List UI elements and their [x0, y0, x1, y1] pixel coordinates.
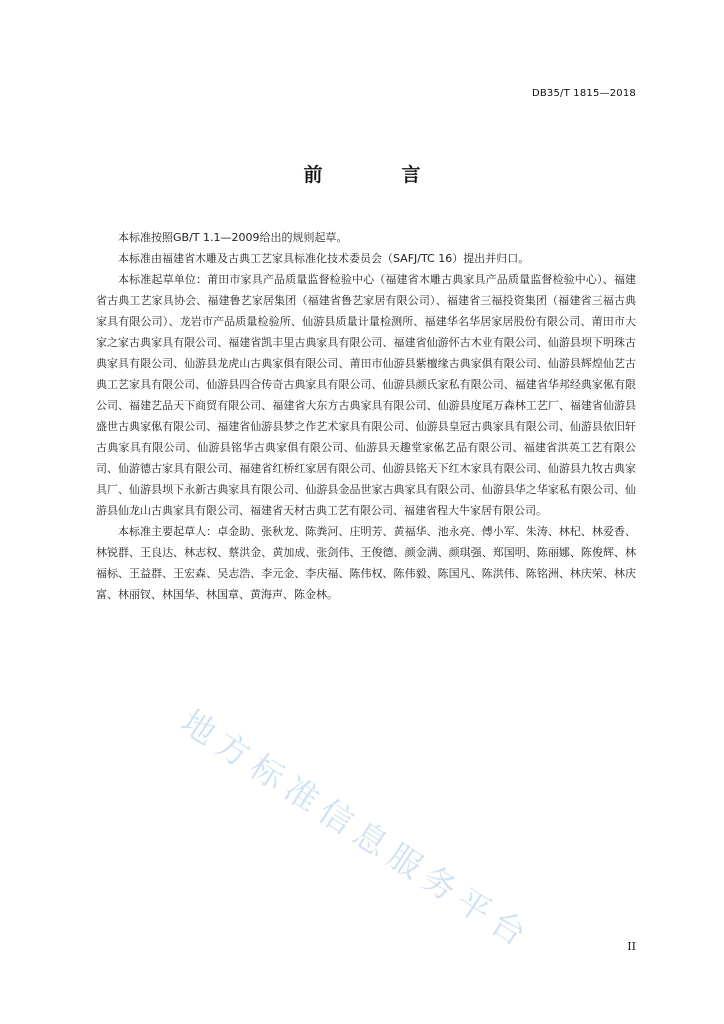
page-number: II [627, 940, 636, 953]
paragraph-proposer: 本标准由福建省木雕及古典工艺家具标准化技术委员会（SAFJ/TC 16）提出并归口。 [118, 252, 530, 265]
page-title: 前 言 [303, 164, 451, 186]
paragraph-drafting-rules: 本标准按照GB/T 1.1—2009给出的规则起草。 [118, 231, 348, 244]
watermark-text: 地方标准信息服务平台 [174, 701, 540, 958]
paragraph-drafting-units: 本标准起草单位：莆田市家具产品质量监督检验中心（福建省木雕古典家具产品质量监督检验中心）、福建省古典工艺家具协会、福建鲁艺家居集团（福建省鲁艺家居有限公司）、福建省三福投资集团（福建省三福古典家具有限公司）、龙岩市产品质量检验所、仙游县质量计量检测所、福建华名华居家居股份有限公司、莆田市大家之家古典家具有限公司、福建省凯丰里古典家具有限公司、福建省仙游怀古木业有限公司、仙游县坝下明珠古典家具有限公司、仙游县龙虎山古典家俱有限公司、莆田市仙游县紫檀缘古典家俱有限公司、仙游县辉煌仙艺古典工艺家具有限公司、仙游县四合传奇古典家具有限公司、仙游县颜氏家私有限公司、福建省华邦经典家俬有限公司、福建艺品天下商贸有限公司、福建省大东方古典家具有限公司、仙游县度尾万森林工艺厂、福建省仙游县盛世古典家俬有限公司、福建省仙游县梦之作艺术家具有限公司、仙游县皇冠古典家具有限公司、仙游县依旧轩古典家具有限公司、仙游县铭华古典家俱有限公司、仙游县天趣堂家俬艺品有限公司、福建省洪英工艺有限公司、仙游德古家具有限公司、福建省红桥红家居有限公司、仙游县铭天下红木家具有限公司、仙游县九牧古典家具厂、仙游县坝下永新古典家具有限公司、仙游县金品世家古典家具有限公司、仙游县华之华家私有限公司、仙游县仙龙山古典家具有限公司、福建省天材古典工艺有限公司、福建省程大牛家居有限公司。 [96, 273, 636, 517]
paragraph-drafters: 本标准主要起草人：卓金助、张秋龙、陈粪河、庄明芳、黄福华、池永亮、傅小军、朱涛、林杞、林爱香、林锐群、王良达、林志权、蔡洪金、黄加成、张剑伟、王俊德、颜金满、颜琪强、郑国明、陈丽娜、陈俊辉、林福标、王益群、王宏森、吴志浩、李元金、李庆福、陈伟权、陈伟毅、陈国凡、陈洪伟、陈铭洲、林庆荣、林庆富、林丽钗、林国华、林国章、黄海声、陈金林。 [96, 525, 636, 601]
foreword-body [96, 227, 636, 605]
document-code: DB35/T 1815—2018 [531, 88, 636, 99]
